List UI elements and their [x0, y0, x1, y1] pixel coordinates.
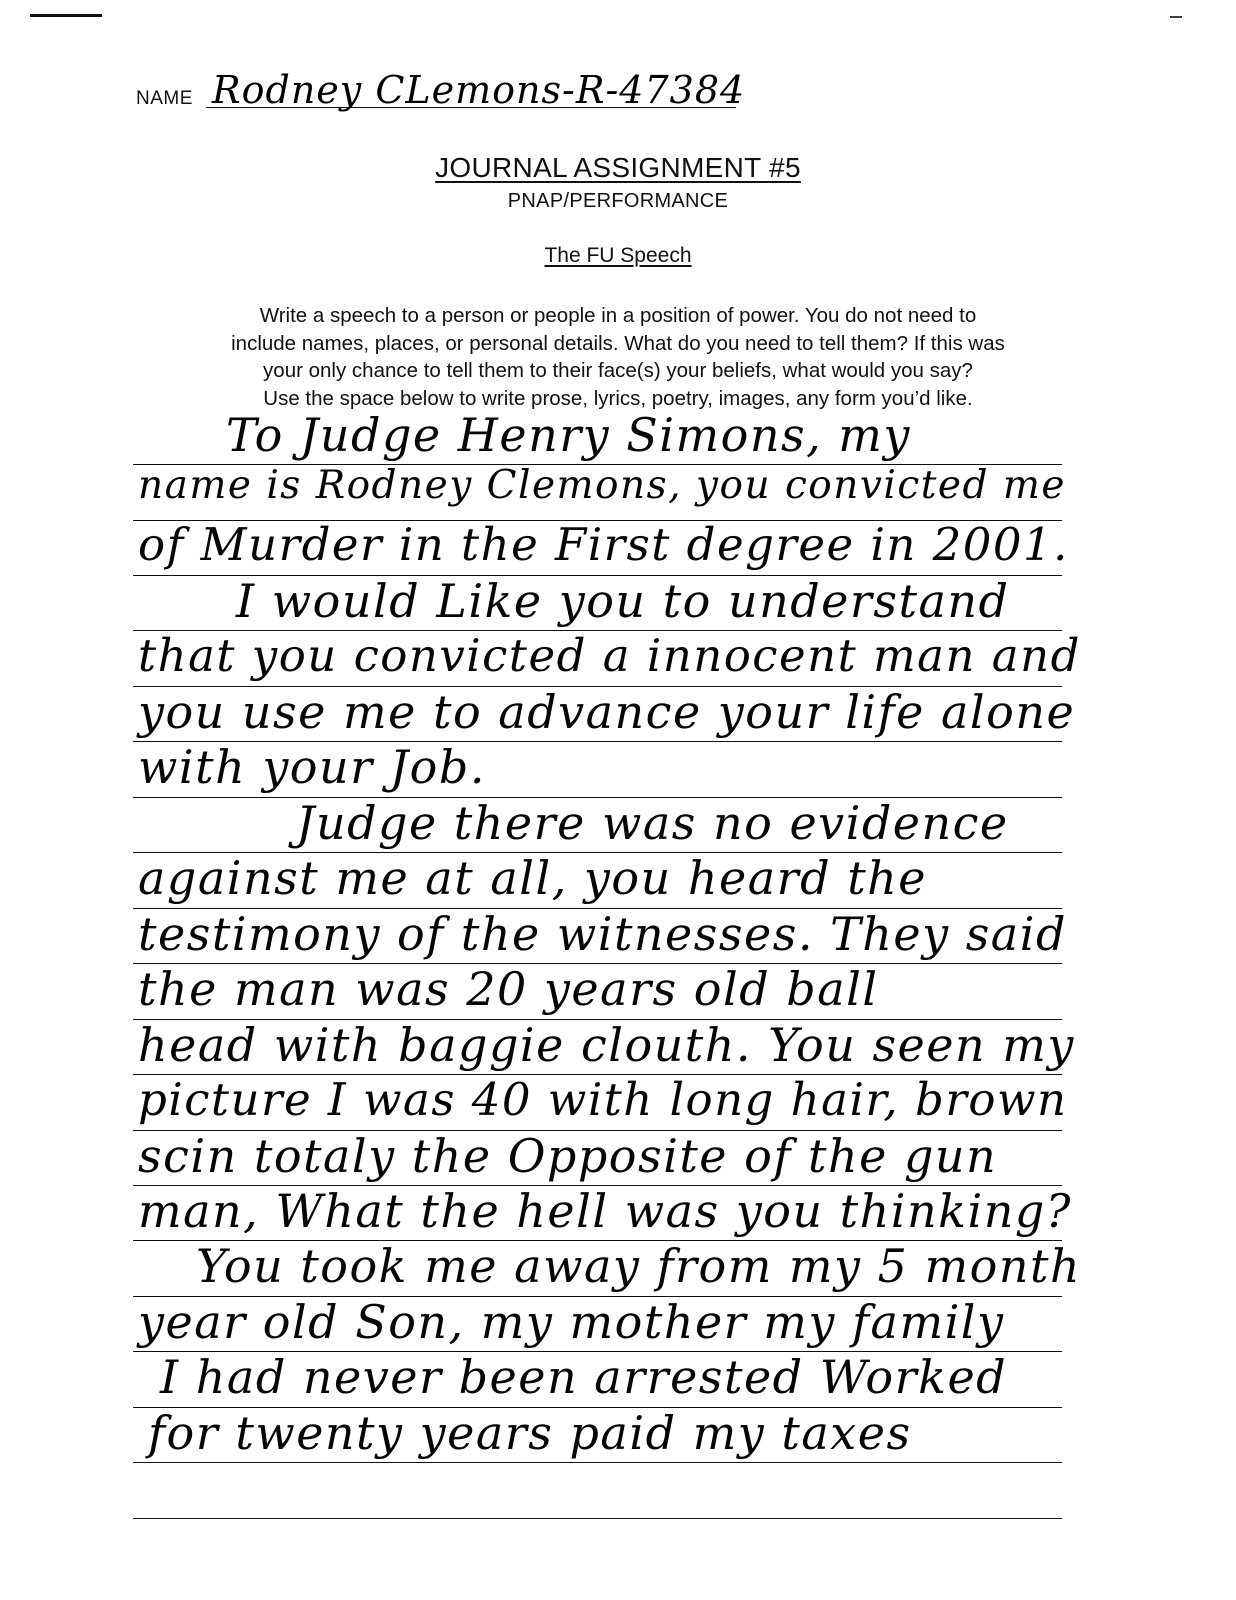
handwritten-line: the man was 20 years old ball [138, 962, 879, 1016]
handwritten-line: with your Job. [138, 740, 486, 794]
handwritten-line: I had never been arrested Worked [160, 1350, 1008, 1404]
assignment-subtitle: PNAP/PERFORMANCE [507, 190, 729, 212]
instruction-line: your only chance to tell them to their face(s) your beliefs, what would you say? [263, 359, 973, 382]
handwritten-line: man, What the hell was you thinking? [138, 1184, 1072, 1238]
handwritten-line: head with baggie clouth. You seen my [138, 1018, 1075, 1072]
handwritten-line: To Judge Henry Simons, my [226, 408, 911, 462]
handwritten-line: scin totaly the Opposite of the gun [138, 1129, 998, 1183]
handwritten-line: of Murder in the First degree in 2001. [138, 518, 1069, 571]
handwritten-line: picture I was 40 with long hair, brown [138, 1073, 1068, 1126]
assignment-title-text: JOURNAL ASSIGNMENT #5 [435, 152, 801, 183]
speech-title-text: The FU Speech [544, 244, 692, 267]
name-label: NAME [136, 88, 193, 109]
handwritten-line: Judge there was no evidence [296, 796, 1009, 850]
instruction-line: include names, places, or personal details. What do you need to tell them? If this was [231, 331, 1005, 355]
handwritten-line: you use me to advance your life alone [138, 685, 1076, 739]
handwritten-line: name is Rodney Clemons, you convicted me [138, 463, 1066, 508]
handwritten-name: Rodney CLemons-R-47384 [212, 68, 746, 112]
instruction-line: Write a speech to a person or people in a position of power. You do not need to [259, 304, 977, 327]
handwritten-line: against me at all, you heard the [138, 851, 928, 905]
handwritten-line: that you convicted a innocent man and [138, 629, 1081, 682]
instruction-line: Use the space below to write prose, lyrics, poetry, images, any form you’d like. [263, 386, 973, 410]
handwritten-line: testimony of the witnesses. They said [138, 907, 1067, 961]
handwritten-line: You took me away from my 5 month [196, 1239, 1082, 1293]
handwritten-line: I would Like you to understand [236, 574, 1010, 628]
handwritten-line: year old Son, my mother my family [138, 1295, 1005, 1349]
handwritten-line: for twenty years paid my taxes [148, 1406, 912, 1460]
